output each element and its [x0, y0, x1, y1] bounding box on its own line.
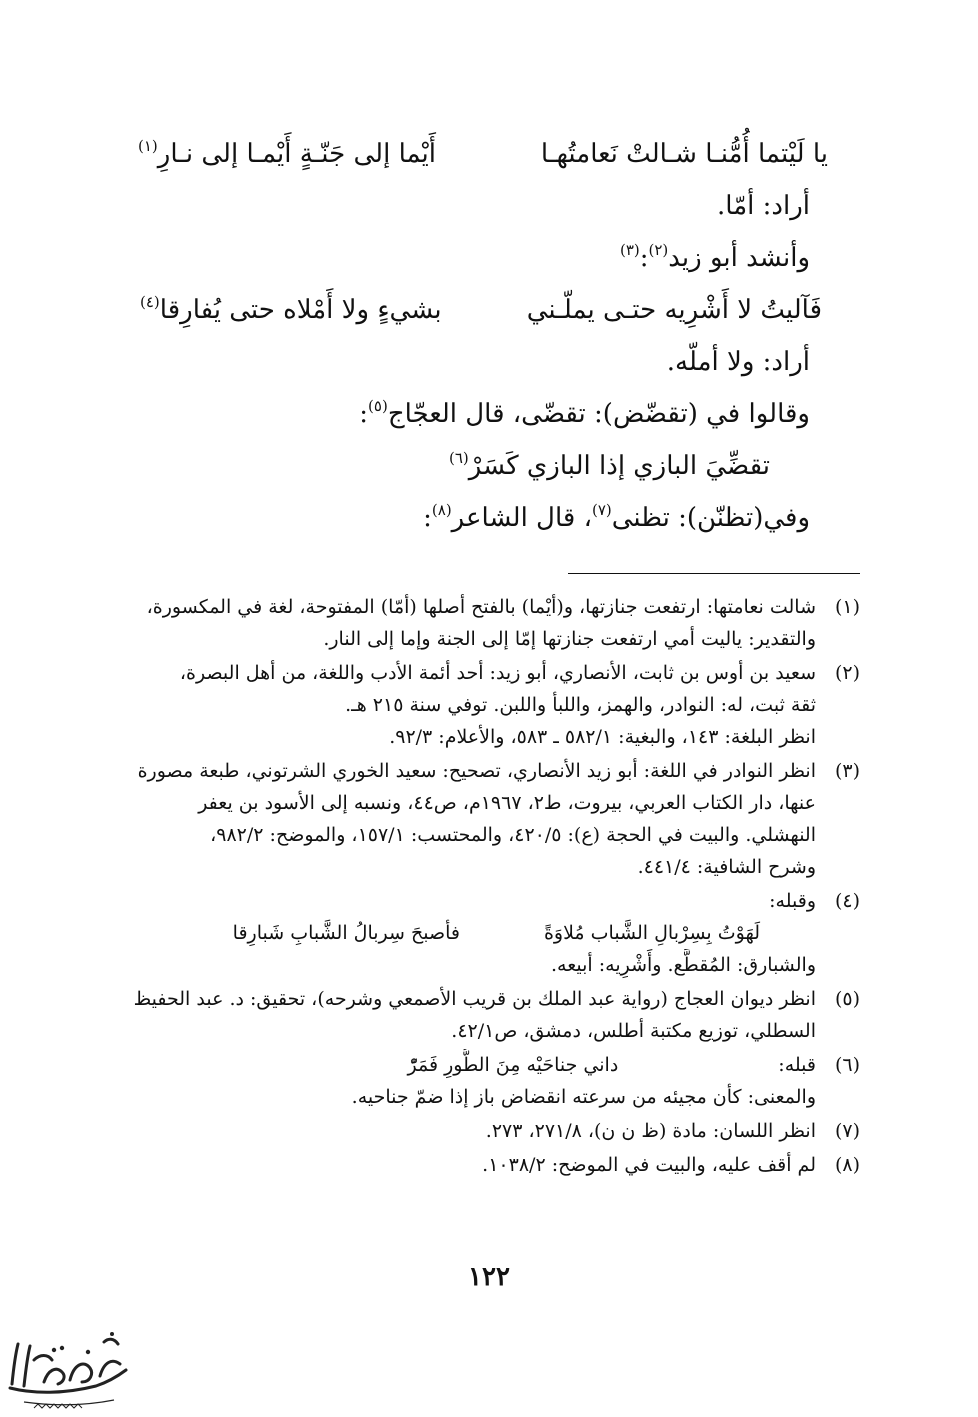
footnote-line: عنها، دار الكتاب العربي، بيروت، ط٢، ١٩٦٧م، ص٤٤، ونسبه إلى الأسود بن يعفر: [198, 792, 816, 814]
footnote-5: [116, 983, 860, 1047]
footnotes: [116, 591, 860, 1183]
footnote-ref-3: (٣): [619, 241, 640, 259]
footnote-line: شالت نعامتها: ارتفعت جنازتها، و(أيْما) بالفتح أصلها (أمّا) المفتوحة، لغة في المكسورة،: [146, 596, 816, 618]
footnote-number: (٣): [834, 760, 860, 782]
footnote-line: والشبارق: المُقطَّع. وأَشْرِيه: أبيعه.: [551, 954, 816, 976]
footnote-line: ثقة ثبت، له: النوادر، والهمز، واللبأ واللبن. توفي سنة ٢١٥ هـ.: [345, 694, 816, 716]
footnote-2: [116, 657, 860, 753]
footnote-number: (٢): [834, 662, 860, 684]
footnote-number: (٦): [834, 1054, 860, 1076]
footnote-line: لم أقف عليه، والبيت في الموضح: ١٠٣٨/٢.: [482, 1154, 816, 1176]
footnote-line: السطلي، توزيع مكتبة أطلس، دمشق، ص٤٢/١.: [451, 1020, 816, 1042]
footnote-ref-2: (٢): [648, 241, 669, 259]
footnote-number: (١): [834, 596, 860, 618]
footnote-rajaz: داني جناحَيْه مِنَ الطُّورِ فَمَرّْ: [407, 1054, 619, 1076]
verse-2: [140, 284, 822, 336]
footnote-verse-second-hemistich: فأصبحَ سِربالُ الشَّبابِ شَبارِقا: [232, 922, 460, 944]
line-taqaddad: وقالوا في (تقضّض): تقضّى، قال العجّاج$^{(٥)}$:: [359, 397, 810, 429]
verse-1: [138, 128, 828, 180]
footnote-line: انظر البلغة: ١٤٣، والبغية: ٥٨٢/١ ـ ٥٨٣، والأعلام: ٩٢/٣.: [389, 726, 816, 748]
footnote-verse: [116, 917, 816, 949]
footnote-line: وشرح الشافية: ٤٤١/٤.: [637, 856, 816, 878]
footnote-6: [116, 1049, 860, 1113]
verse-1-second-hemistich: أَيْما إلى جَنّـةٍ أَيْمـا إلى نـارِ$^{(١)}$: [138, 137, 436, 169]
rajaz-line: تقضِّيَ البازي إذا البازي كَسَرْ$^{(٦)}$: [448, 449, 770, 481]
footnote-line: انظر اللسان: مادة (ظ ن ن)، ٢٧١/٨، ٢٧٣.: [485, 1120, 816, 1142]
footnote-line: والمعنى: كأن مجيئه من سرعته انقضاض باز إذا ضمّ جناحيه.: [351, 1086, 816, 1108]
line-arad-amma: أراد: أمّا.: [717, 191, 810, 221]
footnote-ref-7: (٧): [591, 501, 612, 519]
footnote-line: قبله:داني جناحَيْه مِنَ الطُّورِ فَمَرّْ: [407, 1054, 816, 1076]
footnote-4: [116, 885, 860, 981]
footnote-number: (٧): [834, 1120, 860, 1142]
footnote-separator: [568, 573, 860, 574]
footnote-ref-8: (٨): [431, 501, 452, 519]
line-anshad-abu-zayd: وأنشد أبو زيد$^{(٢)}$:$^{(٣)}$: [619, 241, 810, 273]
footnote-3: [116, 755, 860, 883]
footnote-8: [116, 1149, 860, 1181]
footnote-ref-5: (٥): [368, 397, 388, 415]
footnote-line: انظر ديوان العجاج (رواية عبد الملك بن قريب الأصمعي وشرحه)، تحقيق: د. عبد الحفيظ: [133, 988, 816, 1010]
verse-2-second-hemistich: بشيءٍ ولا أَمْلاه حتى يُفارِقا$^{(٤)}$: [140, 293, 442, 325]
footnote-ref-6: (٦): [448, 449, 469, 467]
footnote-line: والتقدير: ياليت أمي ارتفعت جنازتها إمّا إلى الجنة وإما إلى النار.: [323, 628, 816, 650]
footnote-verse-first-hemistich: لَهَوْتُ بِسِرْبالِ الشَّباب مُلاوَةً: [543, 922, 760, 944]
footnote-ref-1: (١): [138, 137, 158, 155]
main-text: [138, 128, 828, 544]
footnote-line: سعيد بن أوس بن ثابت، الأنصاري، أبو زيد: أحد أئمة الأدب واللغة، من أهل البصرة،: [179, 662, 816, 684]
line-2-colon: :: [639, 243, 649, 273]
verse-1-first-hemistich: يا لَيْتما أُمُّنـا شـالتْ نَعامتُهـا: [540, 139, 828, 169]
footnote-line: وقبله:: [769, 890, 816, 912]
footnote-line: انظر النوادر في اللغة: أبو زيد الأنصاري، تصحيح: سعيد الخوري الشرتوني، طبعة مصورة: [137, 760, 816, 782]
footnote-line: النهشلي. والبيت في الحجة (ع): ٤٢٠/٥، والمحتسب: ١٥٧/١، والموضح: ٩٨٢/٢،: [210, 824, 816, 846]
footnote-1: [116, 591, 860, 655]
calligraphy-stamp-logo: [4, 1324, 136, 1414]
verse-2-first-hemistich: فَآليتُ لا أَشْرِيه حتـى يملّـني: [526, 295, 822, 325]
footnote-number: (٨): [834, 1154, 860, 1176]
footnote-number: (٤): [834, 890, 860, 912]
line-arad-wala-amallahu: أراد: ولا أملّه.: [666, 347, 810, 377]
page-number: ١٢٢: [468, 1262, 510, 1292]
footnote-ref-4: (٤): [140, 293, 160, 311]
footnote-7: [116, 1115, 860, 1147]
line-tazannan: وفي(تظنّن): تظنى$^{(٧)}$، قال الشاعر$^{(٨)}$:: [423, 501, 810, 533]
footnote-number: (٥): [834, 988, 860, 1010]
